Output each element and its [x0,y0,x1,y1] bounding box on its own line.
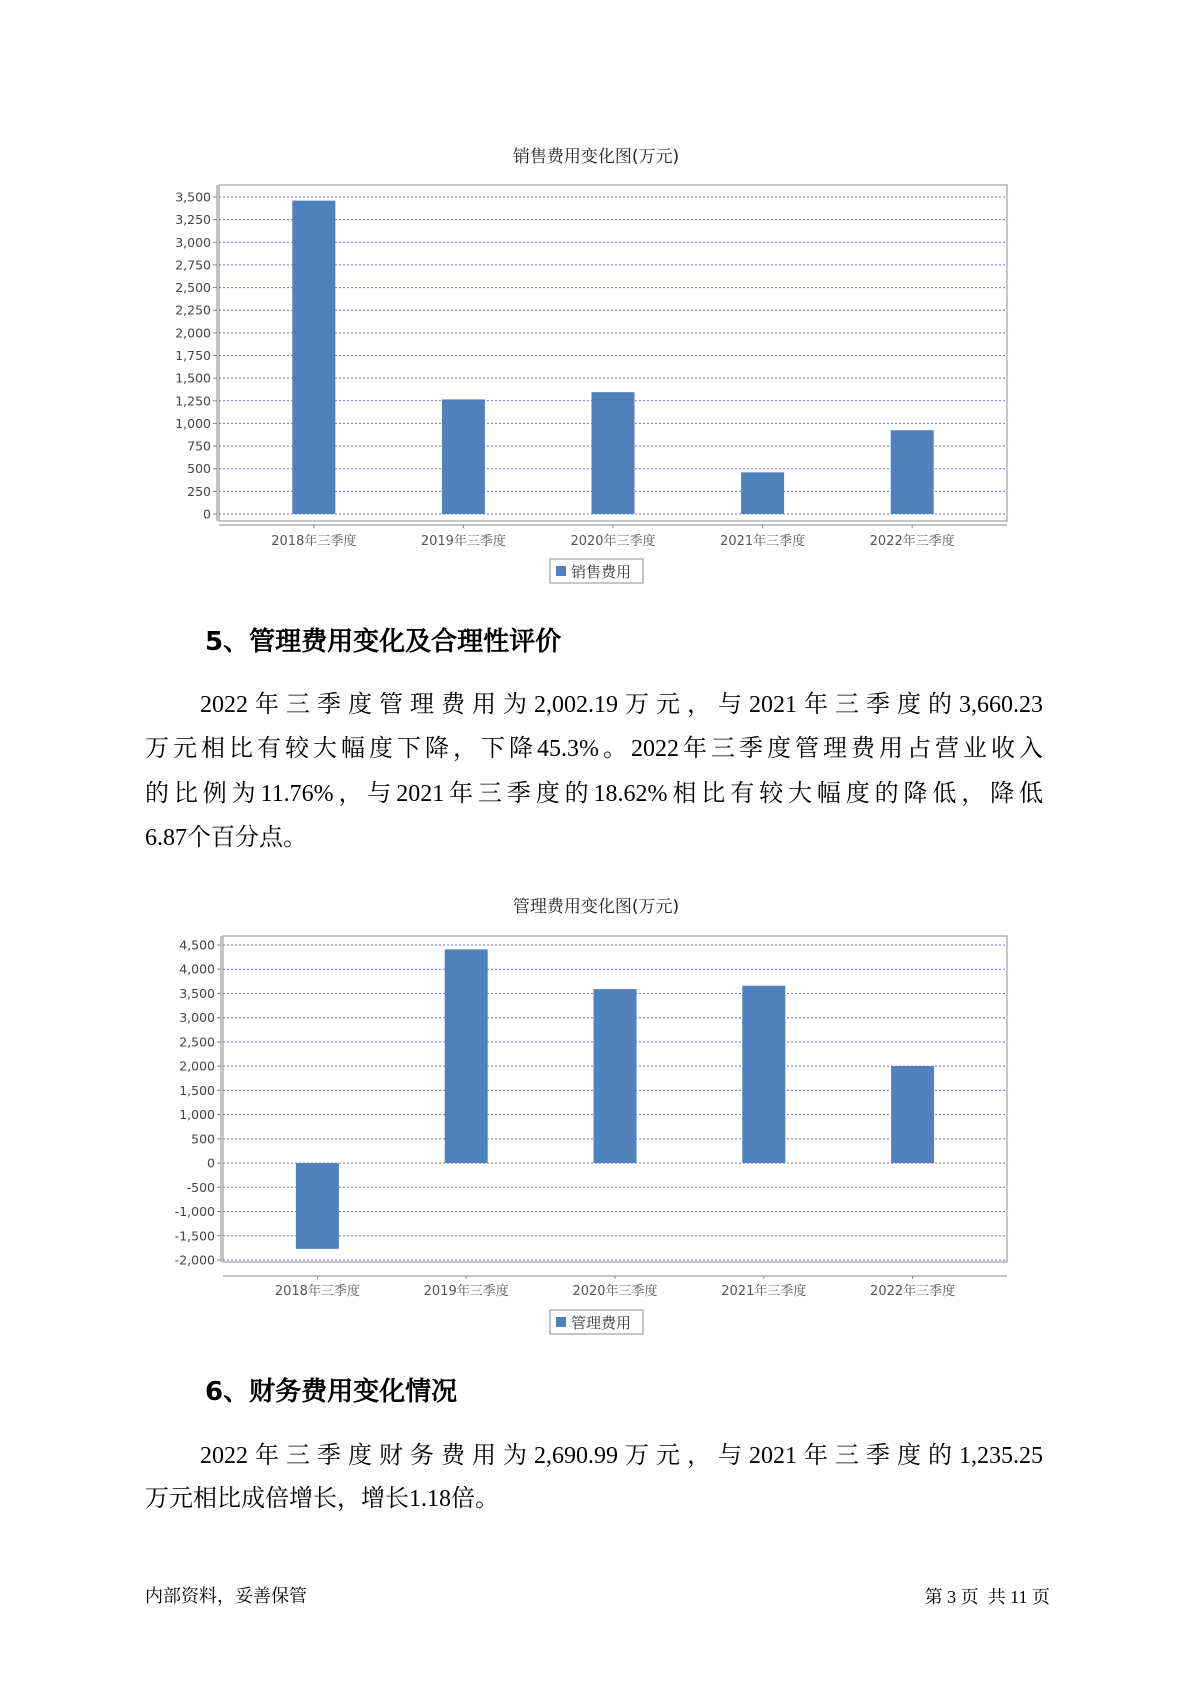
y-tick-label: 4,500 [179,937,215,953]
chart-title: 销售费用变化图(万元) [512,147,680,167]
paragraph-line: 6.87个百分点。 [145,825,307,851]
x-tick-label: 2022年三季度 [870,1284,956,1299]
y-tick-label: 2,500 [175,280,211,296]
y-tick-label: -1,000 [174,1204,215,1220]
y-tick-label: 2,750 [175,257,211,273]
y-tick-label: 1,500 [175,370,211,386]
y-tick-label: 250 [187,483,211,499]
y-tick-label: -2,000 [174,1252,215,1268]
y-tick-label: 3,250 [175,212,211,228]
x-tick-label: 2019年三季度 [420,534,506,549]
y-tick-label: -1,500 [174,1228,215,1244]
y-tick-label: 1,500 [179,1082,215,1098]
y-tick-label: 3,500 [175,189,211,205]
y-tick-label: 500 [187,461,211,477]
bar-2022 [891,430,934,514]
bar-2020 [594,989,637,1163]
plot-layer [175,185,1007,549]
x-tick-label: 2018年三季度 [271,534,357,549]
y-tick-label: 3,000 [179,1010,215,1026]
section-heading: 5、管理费用变化及合理性评价 [205,627,562,657]
x-tick-label: 2021年三季度 [721,1284,807,1299]
y-tick-label: 1,000 [179,1107,215,1123]
paragraph-line: 万元相比有较大幅度下降，下降45.3%。2022年三季度管理费用占营业收入 [145,736,1043,762]
bar-2018 [296,1163,339,1249]
x-tick-label: 2020年三季度 [572,1284,658,1299]
y-tick-label: 1,000 [175,415,211,431]
x-tick-label: 2021年三季度 [720,534,806,549]
bar-2019 [445,949,488,1163]
y-tick-label: 1,750 [175,348,211,363]
legend [550,1310,643,1334]
admin-expense-chart [150,890,1030,1350]
footer-confidential-note: 内部资料，妥善保管 [145,1586,307,1607]
y-tick-label: -500 [186,1179,215,1195]
y-tick-label: 3,500 [179,985,215,1001]
y-tick-label: 2,000 [179,1058,215,1074]
paragraph-line: 万元相比成倍增长，增长1.18倍。 [145,1486,499,1512]
y-tick-label: 2,000 [175,325,211,341]
y-tick-label: 750 [187,438,211,454]
chart-title: 管理费用变化图(万元) [512,897,680,917]
bar-2021 [741,472,784,514]
legend-swatch [556,1317,566,1327]
footer-page-number: 第 3 页 共 11 页 [924,1587,1050,1607]
y-tick-label: 0 [207,1155,215,1171]
legend-swatch [556,566,566,576]
y-tick-label: 2,250 [175,302,211,318]
x-tick-label: 2019年三季度 [423,1284,509,1299]
y-tick-label: 4,000 [179,961,215,977]
bar-2022 [891,1066,934,1163]
x-tick-label: 2020年三季度 [570,534,656,549]
legend-label: 销售费用 [571,563,632,581]
y-tick-label: 500 [191,1131,215,1147]
bar-2018 [292,201,335,514]
bar-2021 [742,986,785,1163]
plot-layer [175,936,1007,1299]
y-tick-label: 3,000 [175,234,211,250]
paragraph-line: 的比例为11.76%，与2021年三季度的18.62%相比有较大幅度的降低，降低 [145,781,1043,807]
x-tick-label: 2022年三季度 [869,534,955,549]
legend-label: 管理费用 [571,1314,632,1332]
paragraph-line: 2022年三季度财务费用为2,690.99万元，与2021年三季度的1,235.25 [200,1443,1043,1469]
sales-expense-chart [150,140,1030,600]
bar-2019 [442,399,485,514]
bar-2020 [592,392,635,514]
x-tick-label: 2018年三季度 [274,1284,360,1299]
legend [550,559,643,583]
y-tick-label: 2,500 [179,1034,215,1050]
paragraph-line: 2022年三季度管理费用为2,002.19万元，与2021年三季度的3,660.23 [200,692,1043,718]
y-tick-label: 1,250 [175,393,211,409]
y-tick-label: 0 [203,506,211,522]
section-heading: 6、财务费用变化情况 [205,1377,458,1407]
